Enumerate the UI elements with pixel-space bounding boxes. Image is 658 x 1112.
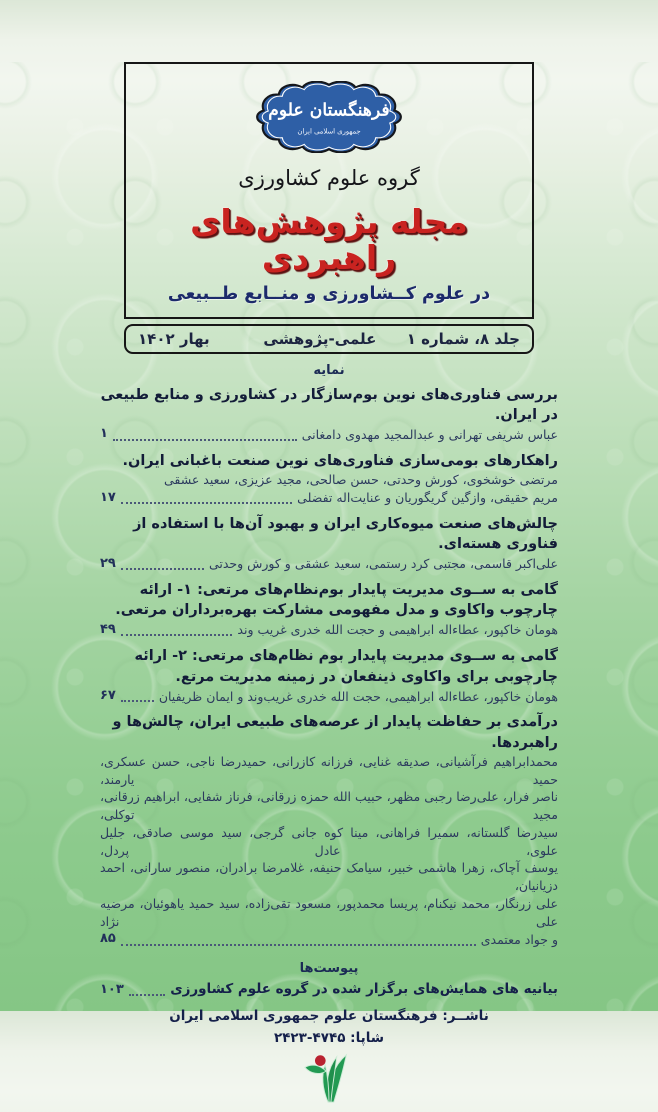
article-title: گامی به ســوی مدیریت پایدار بوم‌نظام‌های مرتعی: ۱- ارائه چارچوب واکاوی و مدل مفهومی مشارکت بهره‌برداران مرتعی. bbox=[115, 582, 558, 619]
authors-row bbox=[100, 930, 558, 948]
authors-text: مریم حقیقی، وازگین گریگوریان و عنایت‌اله تفضلی bbox=[297, 490, 558, 506]
authors-text: هومان خاکپور، عطاءاله ابراهیمی، حجت الله خدری غریب‌وند و ایمان ظریفیان bbox=[158, 688, 558, 704]
dotted-leader bbox=[129, 994, 165, 996]
toc-entry bbox=[100, 451, 558, 508]
page-number: ۱۰۳ bbox=[100, 981, 124, 997]
authors-row bbox=[100, 621, 558, 639]
appendix-heading: پیوست‌ها bbox=[299, 960, 359, 976]
appendix-item-row bbox=[100, 980, 558, 1000]
issn-number: ۲۴۲۳-۴۷۴۵ bbox=[273, 1030, 346, 1047]
toc-entry bbox=[100, 385, 558, 444]
article-title: گامی به ســوی مدیریت پایدار بوم نظام‌های مرتعی: ۲- ارائه چارچوبی برای واکاوی ذینفعان در زمینه مدیریت مرتع. bbox=[134, 648, 558, 685]
authors: علی زرنگار، محمد نیکنام، پریسا محمدپور، مسعود تقی‌زاده، سید حمید یاهوئیان، مرضیه علی نژاد bbox=[100, 895, 558, 929]
badge-title: فرهنگستان علوم bbox=[268, 100, 390, 121]
toc-entries bbox=[100, 385, 558, 949]
volume-issue: جلد ۸، شماره ۱ bbox=[406, 329, 520, 348]
dotted-leader bbox=[113, 439, 297, 441]
authors: مرتضی خوشخوی، کورش وحدتی، حسن صالحی، مجید عزیزی، سعید عشقی bbox=[163, 471, 558, 487]
badge-subtitle: جمهوری اسلامی ایران bbox=[297, 127, 361, 136]
article-title: چالش‌های صنعت میوه‌کاری ایران و بهبود آن‌ها با استفاده از فناوری هسته‌ای. bbox=[133, 516, 558, 553]
article-title: درآمدی بر حفاظت پایدار از عرصه‌های طبیعی ایران، چالش‌ها و راهبردها. bbox=[112, 714, 558, 751]
authors-text: و جواد معتمدی bbox=[480, 932, 558, 948]
journal-cover bbox=[0, 62, 658, 1112]
journal-title: مجله پژوهش‌های راهبردی bbox=[190, 202, 468, 278]
authors-row bbox=[100, 555, 558, 573]
issue-info-bar bbox=[124, 324, 534, 354]
authors: یوسف آچاک، زهرا هاشمی خبیر، سیامک حنیفه، غلامرضا برادران، منصور سارانی، احمد دزیانیان، bbox=[100, 860, 558, 894]
title-frame bbox=[124, 62, 534, 319]
toc-heading: نمایه bbox=[313, 362, 345, 378]
appendix-item-text: بیانیه های همایش‌های برگزار شده در گروه علوم کشاورزی bbox=[170, 980, 558, 997]
authors: ناصر فرار، علی‌رضا رجبی مظهر، حبیب الله حمزه زرقانی، فرناز شفایی، ابراهیم زرقانی، مجید توکلی، bbox=[100, 789, 558, 823]
bottom-logo-area bbox=[0, 1048, 658, 1112]
dotted-leader bbox=[121, 502, 292, 504]
table-of-contents bbox=[100, 363, 558, 1000]
dotted-leader bbox=[121, 700, 154, 702]
dotted-leader bbox=[121, 634, 233, 636]
academy-badge-icon bbox=[250, 81, 408, 153]
journal-bird-leaf-logo-icon bbox=[300, 1048, 358, 1108]
authors: محمدابراهیم فرآشیانی، صدیقه غنایی، فرزانه کازرانی، حمیدرضا ناجی، حسن عسکری، حمید یارمند، bbox=[100, 753, 558, 787]
toc-entry bbox=[100, 580, 558, 639]
page-number: ۱۷ bbox=[100, 489, 116, 505]
authors-row bbox=[100, 425, 558, 443]
dotted-leader bbox=[121, 568, 204, 570]
article-title: بررسی فناوری‌های نوین بوم‌سازگار در کشاورزی و منابع طبیعی در ایران. bbox=[100, 386, 558, 423]
dotted-leader bbox=[121, 944, 476, 946]
appendix-items bbox=[100, 980, 558, 1000]
logo-red-dot bbox=[315, 1056, 326, 1067]
authors-row bbox=[100, 687, 558, 705]
page-number: ۴۹ bbox=[100, 621, 116, 637]
authors-text: علی‌اکبر قاسمی، مجتبی کرد رستمی، سعید عشقی و کورش وحدتی bbox=[208, 556, 558, 572]
logo-leaf bbox=[305, 1065, 326, 1073]
toc-entry bbox=[100, 514, 558, 573]
issn-line bbox=[0, 1030, 658, 1046]
publisher-line: ناشــر: فرهنگستان علوم جمهوری اسلامی ایران bbox=[169, 1008, 489, 1025]
issue-season: بهار ۱۴۰۲ bbox=[138, 329, 210, 348]
authors-text: هومان خاکپور، عطاءاله ابراهیمی و حجت الله خدری غریب وند bbox=[237, 622, 558, 638]
page-number: ۱ bbox=[100, 426, 108, 442]
journal-type: علمی-پژوهشی bbox=[263, 329, 377, 348]
authors-row bbox=[100, 489, 558, 507]
page-number: ۲۹ bbox=[100, 555, 116, 571]
authors-text: عباس شریفی تهرانی و عبدالمجید مهدوی دامغانی bbox=[301, 426, 558, 442]
authors: سیدرضا گلستانه، سمیرا فراهانی، مینا کوه جانی گرجی، سید موسی صادقی، جلیل علوی، عادل پردل، bbox=[100, 824, 558, 858]
group-name: گروه علوم کشاورزی bbox=[238, 166, 420, 190]
toc-entry bbox=[100, 646, 558, 705]
journal-subtitle: در علوم کــشاورزی و منــابع طــبیعی bbox=[167, 283, 491, 304]
page-number: ۸۵ bbox=[100, 931, 116, 947]
page-number: ۶۷ bbox=[100, 687, 116, 703]
article-title: راهکارهای بومی‌سازی فناوری‌های نوین صنعت باغبانی ایران. bbox=[122, 452, 558, 469]
issn-label: شاپا: bbox=[350, 1030, 385, 1047]
toc-entry bbox=[100, 712, 558, 949]
